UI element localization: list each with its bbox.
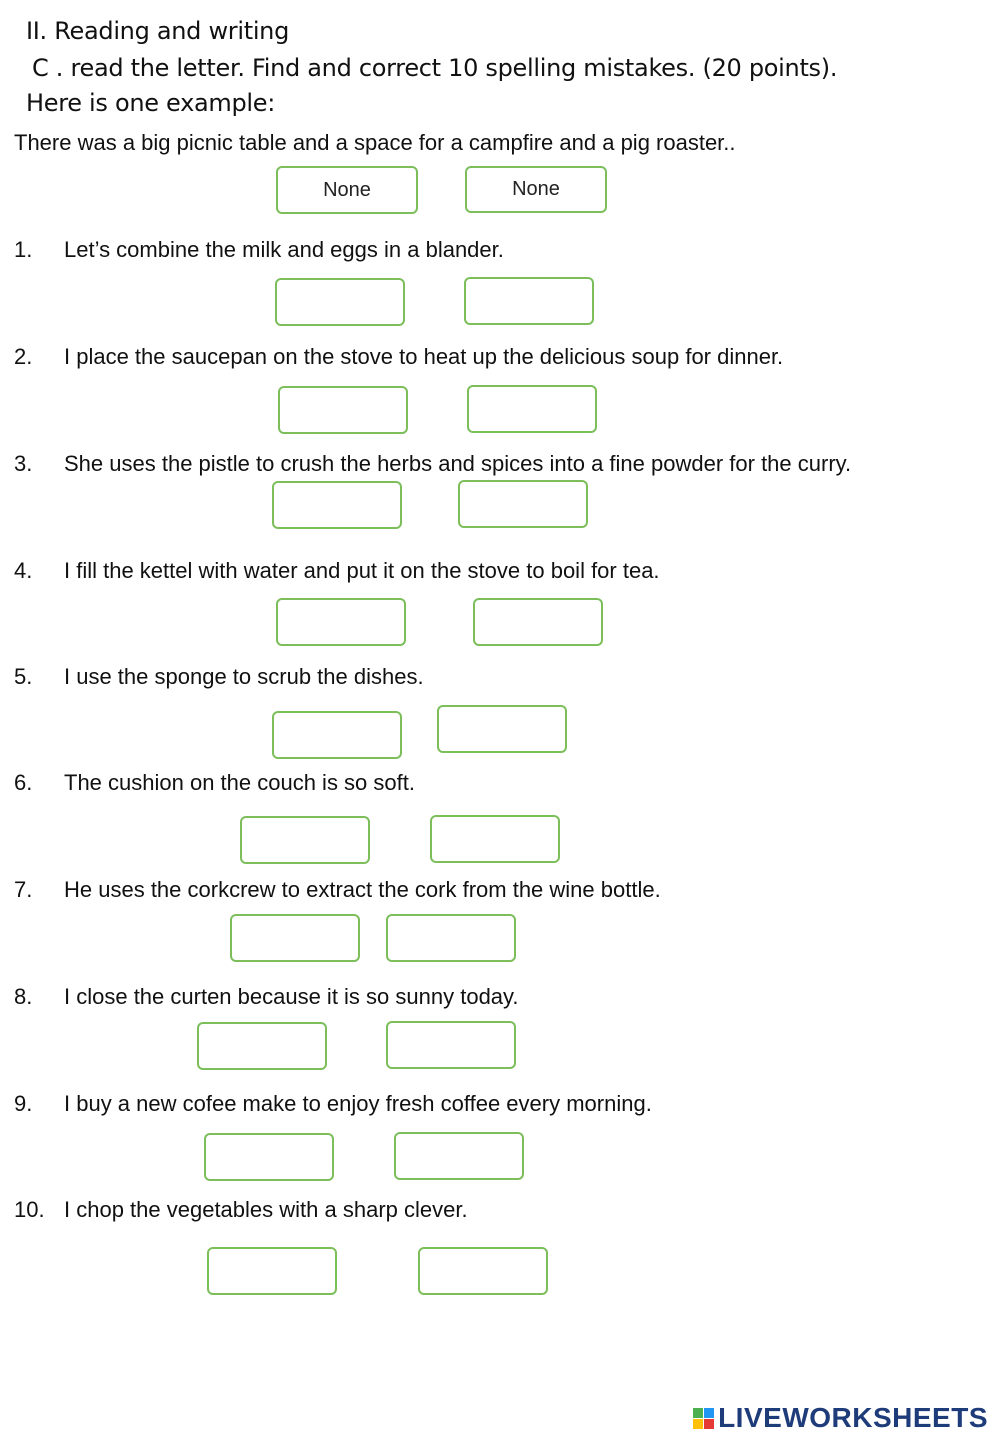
question-sentence: I close the curten because it is so sunny today. bbox=[64, 984, 519, 1009]
question-number: 7. bbox=[14, 877, 33, 902]
question-number: 10. bbox=[14, 1197, 45, 1222]
question-sentence: I buy a new cofee make to enjoy fresh coffee every morning. bbox=[64, 1091, 652, 1116]
example-sentence: There was a big picnic table and a space for a campfire and a pig roaster.. bbox=[14, 130, 736, 155]
question-number: 5. bbox=[14, 664, 33, 689]
question-sentence: I chop the vegetables with a sharp clever. bbox=[64, 1197, 468, 1222]
question-number: 1. bbox=[14, 237, 33, 262]
wrong-word-input[interactable] bbox=[204, 1133, 334, 1181]
wrong-word-input[interactable] bbox=[230, 914, 360, 962]
question-number: 8. bbox=[14, 984, 33, 1009]
question-number: 4. bbox=[14, 558, 33, 583]
correct-word-input[interactable] bbox=[467, 385, 597, 433]
correct-word-input[interactable] bbox=[430, 815, 560, 863]
example-answer-wrong: None bbox=[276, 166, 418, 214]
correct-word-input[interactable] bbox=[394, 1132, 524, 1180]
question-number: 6. bbox=[14, 770, 33, 795]
example-intro: Here is one example: bbox=[26, 89, 276, 117]
question-sentence: I fill the kettel with water and put it on the stove to boil for tea. bbox=[64, 558, 660, 583]
correct-word-input[interactable] bbox=[418, 1247, 548, 1295]
question-number: 3. bbox=[14, 451, 33, 476]
correct-word-input[interactable] bbox=[437, 705, 567, 753]
instruction: C . read the letter. Find and correct 10 spelling mistakes. (20 points). bbox=[32, 54, 838, 82]
wrong-word-input[interactable] bbox=[276, 598, 406, 646]
wrong-word-input[interactable] bbox=[272, 711, 402, 759]
wrong-word-input[interactable] bbox=[275, 278, 405, 326]
liveworksheets-brand bbox=[693, 1402, 988, 1434]
question-sentence: The cushion on the couch is so soft. bbox=[64, 770, 415, 795]
liveworksheets-logo-icon bbox=[693, 1408, 714, 1429]
wrong-word-input[interactable] bbox=[197, 1022, 327, 1070]
question-sentence: He uses the corkcrew to extract the cork from the wine bottle. bbox=[64, 877, 661, 902]
correct-word-input[interactable] bbox=[464, 277, 594, 325]
wrong-word-input[interactable] bbox=[240, 816, 370, 864]
question-sentence: I use the sponge to scrub the dishes. bbox=[64, 664, 424, 689]
correct-word-input[interactable] bbox=[458, 480, 588, 528]
question-sentence: She uses the pistle to crush the herbs and spices into a fine powder for the curry. bbox=[64, 451, 852, 476]
correct-word-input[interactable] bbox=[386, 914, 516, 962]
question-sentence: Let’s combine the milk and eggs in a blander. bbox=[64, 237, 504, 262]
correct-word-input[interactable] bbox=[386, 1021, 516, 1069]
question-number: 9. bbox=[14, 1091, 33, 1116]
correct-word-input[interactable] bbox=[473, 598, 603, 646]
question-sentence: I place the saucepan on the stove to heat up the delicious soup for dinner. bbox=[64, 344, 784, 369]
section-title: II. Reading and writing bbox=[26, 17, 290, 45]
wrong-word-input[interactable] bbox=[278, 386, 408, 434]
question-number: 2. bbox=[14, 344, 33, 369]
brand-name: LIVEWORKSHEETS bbox=[718, 1402, 988, 1433]
example-answer-correct: None bbox=[465, 166, 607, 213]
wrong-word-input[interactable] bbox=[207, 1247, 337, 1295]
wrong-word-input[interactable] bbox=[272, 481, 402, 529]
